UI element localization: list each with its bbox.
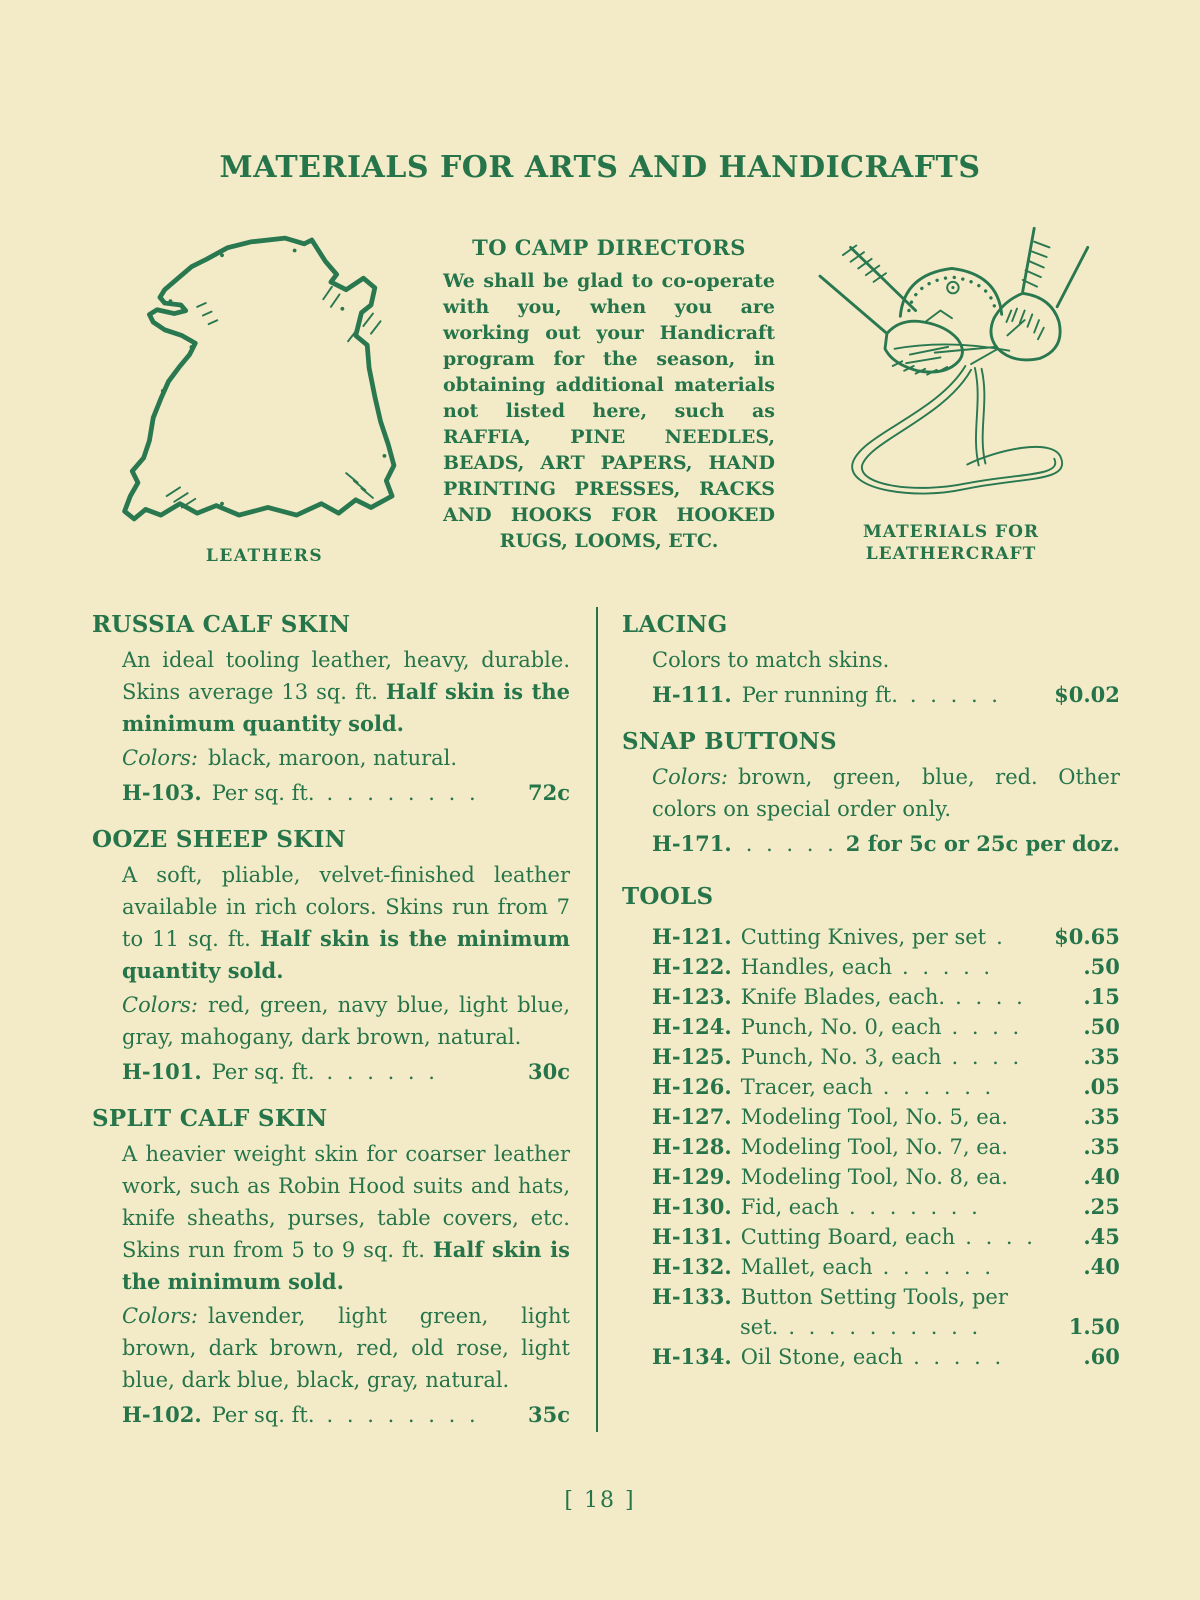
dot-leader: . . . . (965, 1225, 1033, 1249)
dot-leader: . . . . . (902, 955, 991, 979)
item-price: .35 (1083, 1104, 1120, 1129)
dot-leader: . . . . . (909, 683, 998, 707)
item-code: H-130. (652, 1194, 732, 1219)
item-description: Tracer, each (740, 1075, 873, 1099)
dot-leader: . . . . . . . (849, 1195, 978, 1219)
item-code: H-127. (652, 1104, 732, 1129)
leather-hide-illustration (92, 219, 437, 567)
dot-leader: . . . . . . . . . . (788, 1315, 979, 1339)
item-description: Knife Blades, each. (740, 985, 946, 1009)
colors-label: Colors: (122, 1304, 198, 1328)
section-description (92, 1138, 570, 1298)
item-price: .05 (1083, 1074, 1120, 1099)
item-code: H-121. (652, 924, 732, 949)
item-description-continued: set. (740, 1315, 779, 1339)
leather-hide-icon (100, 219, 430, 539)
description-text: A heavier weight skin for coarser leather work, such as Robin Hood suits and hats, knife sheaths, purses, table covers, etc. Skins run from 5 to 9 sq. ft. (122, 1142, 570, 1262)
price-row-h101 (92, 1055, 570, 1089)
dot-leader: . . . . . . (326, 1060, 435, 1084)
price-row-h171 (622, 827, 1120, 861)
item-code: H-101. (122, 1059, 202, 1084)
item-unit: Per sq. ft. (211, 781, 315, 805)
dot-leader: . . . . . (745, 832, 834, 856)
item-code: H-171. (652, 831, 732, 856)
section-heading-ooze-sheep-skin: OOZE SHEEP SKIN (92, 826, 346, 853)
intro-block (443, 235, 775, 554)
item-price: 2 for 5c or 25c per doz. (845, 831, 1120, 856)
item-code: H-129. (652, 1164, 732, 1189)
description-bold-text: Half skin is the minimum quantity sold. (122, 926, 570, 983)
colors-list: red, green, navy blue, light blue, gray, mahogany, dark brown, natural. (122, 993, 570, 1049)
price-row-h111 (622, 678, 1120, 712)
intro-body: We shall be glad to co-operate with you, when you are working out your Handicraft program for the season, in obtaining additional materials not listed here, such as RAFFIA, PINE NEEDLES, BEADS, ART PAPERS, HAND PRINTING PRESSES, RACKS AND HOOKS FOR HOOKED RUGS, LOOMS, ETC. (443, 270, 775, 552)
item-unit: Per running ft. (741, 683, 898, 707)
leathercraft-hands-illustration (781, 213, 1121, 565)
section-heading-lacing: LACING (622, 611, 728, 638)
dot-leader: . . . . . . (882, 1255, 992, 1279)
item-unit: Per sq. ft. (211, 1403, 315, 1427)
item-price: .50 (1083, 954, 1120, 979)
tool-row-h134 (622, 1342, 1120, 1372)
dot-leader: . . . . (951, 1045, 1020, 1069)
item-code: H-126. (652, 1074, 732, 1099)
tool-row-h124 (622, 1012, 1120, 1042)
leathers-caption: LEATHERS (205, 546, 324, 566)
right-column (598, 607, 1120, 1432)
leathercraft-caption (781, 521, 1121, 565)
leathercraft-caption-line2: LEATHERCRAFT (865, 544, 1037, 564)
item-price: .35 (1083, 1044, 1120, 1069)
price-list (92, 607, 1120, 1432)
tool-row-h133-continued (622, 1312, 1120, 1342)
section-heading-tools: TOOLS (622, 883, 714, 910)
tool-row-h130 (622, 1192, 1120, 1222)
item-description: Modeling Tool, No. 5, ea. (740, 1105, 1008, 1129)
item-code: H-131. (652, 1224, 732, 1249)
item-description: Mallet, each (740, 1255, 873, 1279)
tool-row-h126 (622, 1072, 1120, 1102)
tool-row-h122 (622, 952, 1120, 982)
item-description: Handles, each (740, 955, 893, 979)
section-heading-snap-buttons: SNAP BUTTONS (622, 728, 837, 755)
item-price: .40 (1083, 1164, 1120, 1189)
tool-row-h131 (622, 1222, 1120, 1252)
section-description (92, 644, 570, 740)
lacing-description: Colors to match skins. (652, 648, 890, 672)
colors-line (92, 989, 570, 1053)
item-code: H-103. (122, 780, 202, 805)
page-number: [ 18 ] (564, 1488, 636, 1513)
item-code: H-123. (652, 984, 732, 1009)
left-column (92, 607, 596, 1432)
colors-label: Colors: (122, 746, 198, 770)
item-price: .25 (1083, 1194, 1120, 1219)
item-price: 1.50 (1068, 1314, 1120, 1339)
colors-list: brown, green, blue, red. Other colors on special order only. (652, 765, 1120, 821)
item-code: H-111. (652, 682, 732, 707)
tool-row-h129 (622, 1162, 1120, 1192)
page-title: MATERIALS FOR ARTS AND HANDICRAFTS (219, 150, 981, 185)
tool-row-h121 (622, 922, 1120, 952)
item-price: .45 (1083, 1224, 1120, 1249)
price-row-h102 (92, 1398, 570, 1432)
item-price: 30c (527, 1059, 570, 1084)
intro-heading: TO CAMP DIRECTORS (472, 235, 746, 260)
item-price: .15 (1083, 984, 1120, 1009)
description-text: A soft, pliable, velvet-finished leather available in rich colors. Skins run from 7 to 11 sq. ft. (122, 863, 570, 951)
colors-line (622, 761, 1120, 825)
hands-lacing-icon (786, 213, 1116, 519)
dot-leader: . . . . . (913, 1345, 1002, 1369)
colors-line (92, 1300, 570, 1396)
item-price: .35 (1083, 1134, 1120, 1159)
item-price: 35c (527, 1402, 570, 1427)
colors-list: black, maroon, natural. (207, 746, 458, 770)
price-row-h103 (92, 776, 570, 810)
tool-row-h133 (622, 1282, 1120, 1312)
item-description: Button Setting Tools, per (740, 1285, 1008, 1309)
item-code: H-125. (652, 1044, 732, 1069)
top-section (92, 219, 1130, 567)
dot-leader: . . . . . . . . (326, 781, 476, 805)
tool-row-h123 (622, 982, 1120, 1012)
item-description: Cutting Board, each (740, 1225, 956, 1249)
tool-row-h125 (622, 1042, 1120, 1072)
item-price: .50 (1083, 1014, 1120, 1039)
tool-row-h132 (622, 1252, 1120, 1282)
section-description (92, 859, 570, 987)
colors-list: lavender, light green, light brown, dark brown, red, old rose, light blue, dark blue, black, gray, natural. (122, 1304, 570, 1392)
tool-row-h127 (622, 1102, 1120, 1132)
description-bold-text: Half skin is the minimum sold. (122, 1237, 570, 1294)
dot-leader: . . . . (951, 1015, 1020, 1039)
dot-leader: . (996, 925, 1003, 949)
item-price: .40 (1083, 1254, 1120, 1279)
item-description: Punch, No. 0, each (740, 1015, 942, 1039)
item-unit: Per sq. ft. (211, 1060, 315, 1084)
colors-label: Colors: (652, 765, 728, 789)
description-bold-text: Half skin is the minimum quantity sold. (122, 679, 570, 736)
item-price: $0.02 (1054, 682, 1120, 707)
item-price: $0.65 (1054, 924, 1120, 949)
dot-leader: . . . . . . (882, 1075, 992, 1099)
item-code: H-134. (652, 1344, 732, 1369)
dot-leader: . . . . . . . . (326, 1403, 476, 1427)
item-description: Punch, No. 3, each (740, 1045, 942, 1069)
item-code: H-102. (122, 1402, 202, 1427)
item-code: H-133. (652, 1284, 732, 1309)
section-heading-split-calf-skin: SPLIT CALF SKIN (92, 1105, 328, 1132)
item-description: Modeling Tool, No. 8, ea. (740, 1165, 1008, 1189)
colors-label: Colors: (122, 993, 198, 1017)
section-heading-russia-calf-skin: RUSSIA CALF SKIN (92, 611, 351, 638)
item-code: H-124. (652, 1014, 732, 1039)
item-code: H-128. (652, 1134, 732, 1159)
item-price: .60 (1083, 1344, 1120, 1369)
dot-leader: . . . . (955, 985, 1023, 1009)
item-description: Fid, each (740, 1195, 840, 1219)
tool-row-h128 (622, 1132, 1120, 1162)
item-description: Oil Stone, each (740, 1345, 904, 1369)
description-text: An ideal tooling leather, heavy, durable. Skins average 13 sq. ft. (122, 648, 570, 704)
item-code: H-122. (652, 954, 732, 979)
colors-line (92, 742, 570, 774)
item-description: Modeling Tool, No. 7, ea. (740, 1135, 1008, 1159)
leathercraft-caption-line1: MATERIALS FOR (862, 522, 1040, 542)
item-code: H-132. (652, 1254, 732, 1279)
item-price: 72c (527, 780, 570, 805)
item-description: Cutting Knives, per set (740, 925, 987, 949)
